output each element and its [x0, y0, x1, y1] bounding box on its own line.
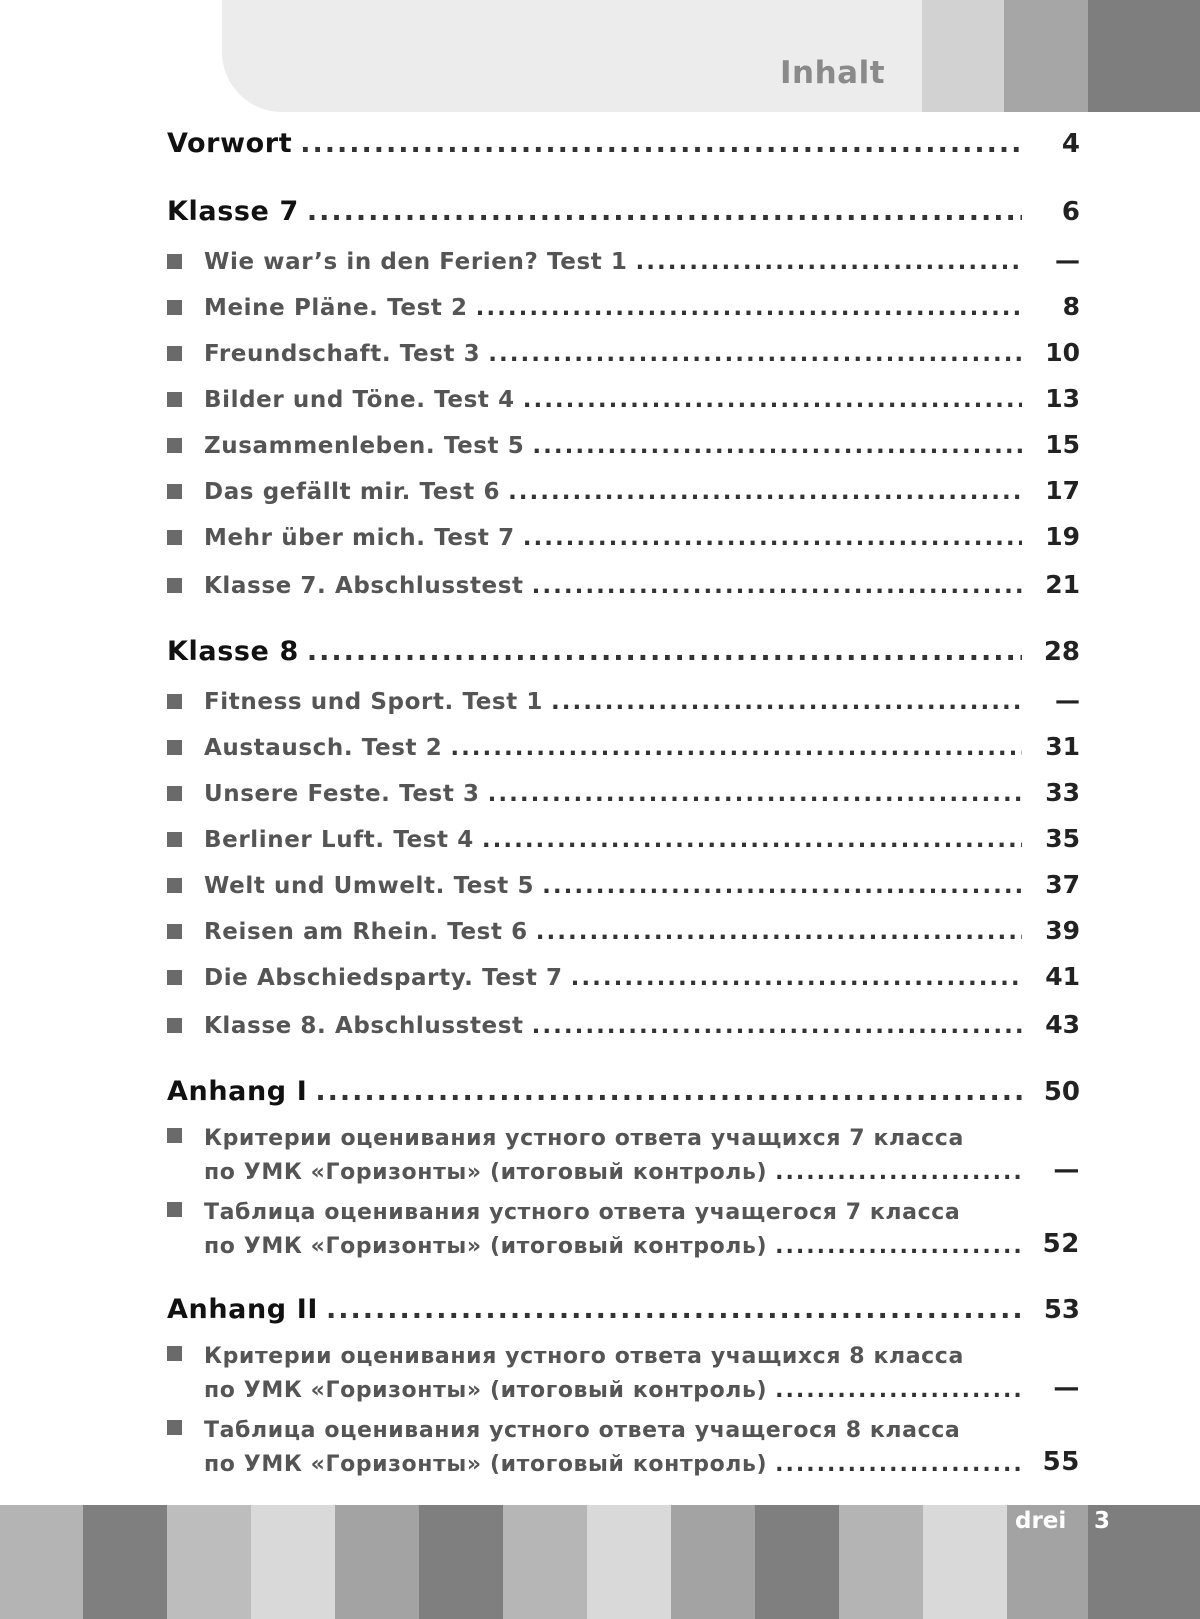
toc-entry-label: Wie war’s in den Ferien? Test 1 [204, 249, 628, 275]
page-title: Inhalt [780, 55, 886, 91]
toc-entry-page: 35 [1045, 824, 1080, 853]
toc-entry-page: 33 [1045, 778, 1080, 807]
toc-entry-label: Критерии оценивания устного ответа учащихся 7 класса [204, 1126, 964, 1151]
leader-dots [450, 735, 1022, 761]
footer-block [167, 1505, 251, 1619]
toc-entry-klasse-7[interactable] [167, 196, 1080, 227]
toc-entry-label: Критерии оценивания устного ответа учащихся 8 класса [204, 1344, 964, 1369]
toc-entry-line-1 [167, 1418, 960, 1443]
toc-entry-page: 50 [1043, 1077, 1080, 1107]
toc-entry-vorwort[interactable] [167, 128, 1080, 159]
toc-entry-test[interactable] [167, 1010, 1080, 1039]
square-bullet-icon [167, 346, 182, 361]
leader-dots [532, 433, 1022, 459]
leader-dots [551, 689, 1022, 715]
toc-entry-klasse-8[interactable] [167, 636, 1080, 667]
square-bullet-icon [167, 970, 182, 985]
toc-entry-label: Таблица оценивания устного ответа учащегося 8 класса [204, 1418, 961, 1443]
toc-entry-label: Meine Pläne. Test 2 [204, 295, 468, 321]
toc-entry-label-2: по УМК «Горизонты» (итоговый контроль) [204, 1452, 768, 1477]
toc-entry-page: — [1055, 686, 1080, 715]
leader-dots [523, 525, 1022, 551]
leader-dots [326, 1294, 1022, 1325]
toc-entry-page: 4 [1061, 129, 1080, 159]
toc-entry-page: — [1055, 246, 1080, 275]
page-word: drei [1015, 1508, 1067, 1534]
toc-entry-label-2: по УМК «Горизонты» (итоговый контроль) [204, 1378, 768, 1403]
toc-entry-label: Freundschaft. Test 3 [204, 341, 481, 367]
toc-entry-test[interactable] [167, 476, 1080, 505]
toc-entry-line-2 [204, 1373, 1080, 1403]
toc-entry-label: Welt und Umwelt. Test 5 [204, 873, 535, 899]
toc-entry-test[interactable] [167, 522, 1080, 551]
toc-entry-label: Zusammenleben. Test 5 [204, 433, 525, 459]
leader-dots [523, 387, 1022, 413]
leader-dots [488, 781, 1022, 807]
footer-block [335, 1505, 419, 1619]
toc-entry-label: Mehr über mich. Test 7 [204, 525, 515, 551]
toc-entry-test[interactable] [167, 916, 1080, 945]
toc-entry-test[interactable] [167, 778, 1080, 807]
footer-block [923, 1505, 1007, 1619]
toc-entry-label: Bilder und Töne. Test 4 [204, 387, 515, 413]
footer-block [671, 1505, 755, 1619]
toc-entry-page: 13 [1045, 384, 1080, 413]
toc-entry-page: 6 [1061, 197, 1080, 227]
toc-entry-line-1 [167, 1344, 964, 1369]
square-bullet-icon [167, 878, 182, 893]
footer-block [503, 1505, 587, 1619]
toc-entry-anhang-2[interactable] [167, 1294, 1080, 1325]
toc-entry-label: Fitness und Sport. Test 1 [204, 689, 544, 715]
toc-entry-test[interactable] [167, 246, 1080, 275]
toc-entry-test[interactable] [167, 732, 1080, 761]
toc-entry-test[interactable] [167, 686, 1080, 715]
square-bullet-icon [167, 1420, 182, 1435]
toc-entry-label: Die Abschiedsparty. Test 7 [204, 965, 563, 991]
toc-entry-page: 41 [1045, 962, 1080, 991]
toc-entry-page: 8 [1062, 292, 1080, 321]
footer-block [0, 1505, 83, 1619]
toc-entry-label: Klasse 7 [167, 196, 299, 227]
square-bullet-icon [167, 786, 182, 801]
leader-dots [775, 1452, 1022, 1477]
toc-entry-test[interactable] [167, 570, 1080, 599]
toc-entry-label: Vorwort [167, 128, 293, 159]
toc-entry-page: 19 [1045, 522, 1080, 551]
square-bullet-icon [167, 300, 182, 315]
leader-dots [636, 249, 1022, 275]
toc-entry-page: 15 [1045, 430, 1080, 459]
page-number: 3 [1094, 1508, 1111, 1534]
footer-block [83, 1505, 167, 1619]
leader-dots [508, 479, 1022, 505]
header-color-block-2 [1004, 0, 1088, 112]
toc-entry-label: Anhang I [167, 1076, 308, 1107]
leader-dots [536, 919, 1022, 945]
toc-entry-label: Klasse 7. Abschlusstest [204, 573, 524, 599]
square-bullet-icon [167, 1202, 182, 1217]
toc-entry-line-2 [204, 1447, 1080, 1477]
leader-dots [315, 1076, 1022, 1107]
toc-entry-test[interactable] [167, 292, 1080, 321]
square-bullet-icon [167, 832, 182, 847]
toc-entry-appendix[interactable] [167, 1126, 1080, 1192]
leader-dots [775, 1378, 1022, 1403]
leader-dots [532, 1013, 1022, 1039]
toc-entry-page: 52 [1042, 1229, 1080, 1259]
toc-entry-page: 43 [1045, 1010, 1080, 1039]
toc-entry-appendix[interactable] [167, 1344, 1080, 1410]
square-bullet-icon [167, 1018, 182, 1033]
leader-dots [775, 1160, 1022, 1185]
footer-block [587, 1505, 671, 1619]
toc-entry-label: Klasse 8 [167, 636, 299, 667]
toc-entry-page: 21 [1045, 570, 1080, 599]
square-bullet-icon [167, 254, 182, 269]
toc-entry-page: 31 [1045, 732, 1080, 761]
toc-entry-page: — [1053, 1373, 1080, 1403]
toc-entry-label: Anhang II [167, 1294, 318, 1325]
toc-entry-test[interactable] [167, 870, 1080, 899]
toc-entry-label: Unsere Feste. Test 3 [204, 781, 480, 807]
toc-entry-label-2: по УМК «Горизонты» (итоговый контроль) [204, 1234, 768, 1259]
leader-dots [542, 873, 1022, 899]
leader-dots [488, 341, 1022, 367]
toc-entry-label: Таблица оценивания устного ответа учащегося 7 класса [204, 1200, 961, 1225]
leader-dots [300, 128, 1022, 159]
footer-block [419, 1505, 503, 1619]
toc-entry-label: Klasse 8. Abschlusstest [204, 1013, 524, 1039]
leader-dots [775, 1234, 1022, 1259]
toc-entry-label: Reisen am Rhein. Test 6 [204, 919, 528, 945]
footer-block [839, 1505, 923, 1619]
toc-entry-appendix[interactable] [167, 1418, 1080, 1484]
toc-entry-test[interactable] [167, 824, 1080, 853]
toc-entry-label: Austausch. Test 2 [204, 735, 443, 761]
toc-entry-test[interactable] [167, 384, 1080, 413]
toc-entry-appendix[interactable] [167, 1200, 1080, 1266]
leader-dots [532, 573, 1022, 599]
square-bullet-icon [167, 1128, 182, 1143]
square-bullet-icon [167, 438, 182, 453]
toc-entry-page: 55 [1042, 1447, 1080, 1477]
toc-entry-page: 53 [1043, 1295, 1080, 1325]
toc-entry-page: 17 [1045, 476, 1080, 505]
toc-entry-test[interactable] [167, 338, 1080, 367]
toc-entry-line-1 [167, 1126, 964, 1151]
toc-entry-label: Das gefällt mir. Test 6 [204, 479, 501, 505]
square-bullet-icon [167, 694, 182, 709]
header-color-block-1 [922, 0, 1004, 112]
square-bullet-icon [167, 578, 182, 593]
leader-dots [482, 827, 1022, 853]
toc-entry-page: 10 [1045, 338, 1080, 367]
square-bullet-icon [167, 484, 182, 499]
leader-dots [307, 196, 1022, 227]
toc-entry-line-1 [167, 1200, 960, 1225]
toc-entry-line-2 [204, 1229, 1080, 1259]
footer-block [755, 1505, 839, 1619]
toc-entry-page: 37 [1045, 870, 1080, 899]
leader-dots [476, 295, 1022, 321]
toc-entry-test[interactable] [167, 962, 1080, 991]
square-bullet-icon [167, 740, 182, 755]
toc-entry-page: 39 [1045, 916, 1080, 945]
toc-entry-line-2 [204, 1155, 1080, 1185]
footer-block [251, 1505, 335, 1619]
toc-entry-anhang-1[interactable] [167, 1076, 1080, 1107]
square-bullet-icon [167, 1346, 182, 1361]
toc-entry-page: 28 [1043, 637, 1080, 667]
toc-entry-page: — [1053, 1155, 1080, 1185]
square-bullet-icon [167, 530, 182, 545]
square-bullet-icon [167, 392, 182, 407]
toc-entry-test[interactable] [167, 430, 1080, 459]
header-color-block-3 [1088, 0, 1200, 112]
square-bullet-icon [167, 924, 182, 939]
leader-dots [307, 636, 1022, 667]
leader-dots [571, 965, 1022, 991]
toc-entry-label: Berliner Luft. Test 4 [204, 827, 474, 853]
toc-entry-label-2: по УМК «Горизонты» (итоговый контроль) [204, 1160, 768, 1185]
